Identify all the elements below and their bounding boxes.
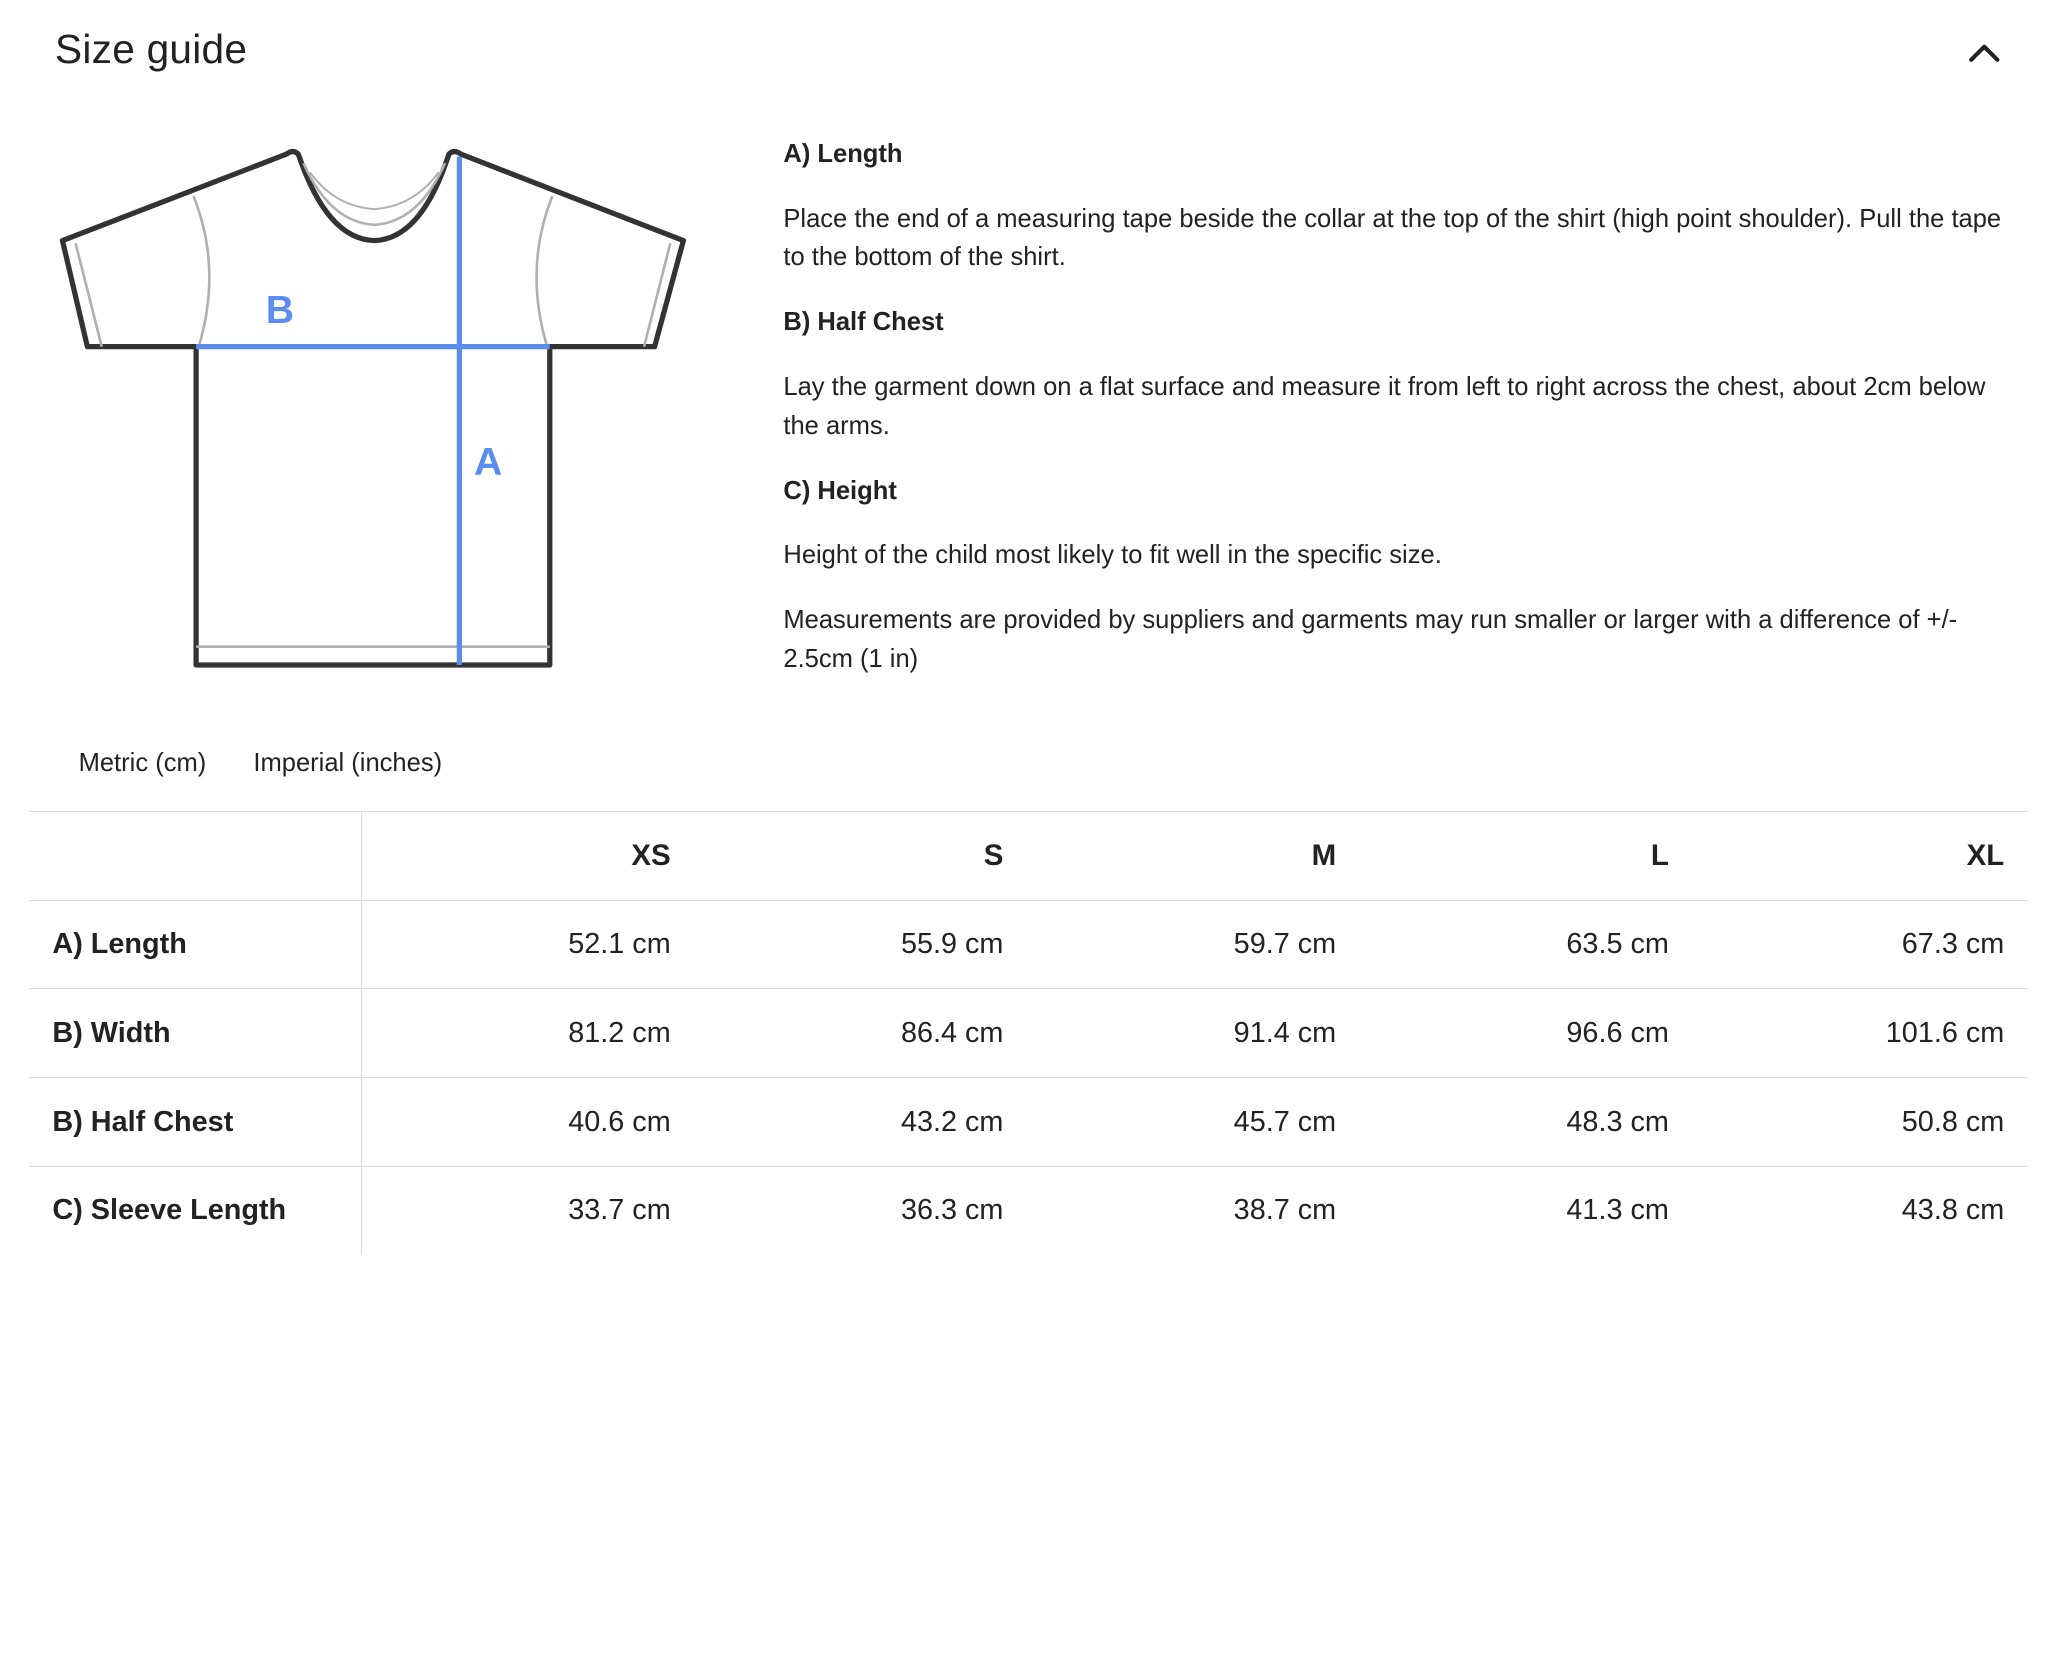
table-cell: 40.6 cm [362, 1078, 695, 1167]
table-cell: 41.3 cm [1566, 1194, 1669, 1227]
table-cell: 86.4 cm [694, 989, 1027, 1078]
table-cell: 52.1 cm [362, 900, 695, 989]
measurement-descriptions [783, 135, 2014, 705]
row-label-width: B) Width [29, 989, 362, 1078]
unit-tabs [55, 744, 466, 794]
tshirt-outline [63, 152, 684, 666]
row-label-sleeve-length: C) Sleeve Length [29, 1166, 362, 1254]
row-label-half-chest: B) Half Chest [29, 1078, 362, 1167]
row-label-length: A) Length [29, 900, 362, 989]
tshirt-measurement-diagram [52, 141, 694, 678]
length-heading: A) Length [783, 139, 903, 168]
column-header-m: M [1027, 811, 1360, 900]
table-cell: 36.3 cm [900, 1194, 1004, 1227]
table-cell: 63.5 cm [1360, 900, 1693, 989]
table-cell: 96.6 cm [1360, 989, 1693, 1078]
label-a: A [474, 440, 503, 485]
size-table [29, 811, 2028, 1255]
label-b: B [266, 288, 295, 333]
table-cell: 50.8 cm [1692, 1078, 2027, 1167]
table-cell: 33.7 cm [568, 1194, 671, 1227]
height-heading: C) Height [783, 476, 897, 505]
column-header-s: S [694, 811, 1027, 900]
section-title: Size guide [55, 26, 248, 73]
table-header-row [29, 811, 2028, 900]
table-cell: 43.2 cm [694, 1078, 1027, 1167]
half-chest-description: Lay the garment down on a flat surface and measure it from left to right across the chest, about 2cm below the arms. [783, 373, 1986, 440]
column-header-xs: XS [362, 811, 695, 900]
table-cell: 101.6 cm [1692, 989, 2027, 1078]
chevron-up-icon [1962, 31, 2007, 76]
table-cell: 45.7 cm [1027, 1078, 1360, 1167]
table-cell: 81.2 cm [362, 989, 695, 1078]
table-cell: 59.7 cm [1027, 900, 1360, 989]
size-guide-header[interactable] [55, 24, 2007, 82]
table-row [29, 900, 2028, 989]
collapse-button[interactable] [1962, 31, 2007, 76]
table-cell: 43.8 cm [1901, 1194, 2005, 1227]
measurement-note: Measurements are provided by suppliers and garments may run smaller or larger with a difference of +/- 2.5cm (1 in) [783, 606, 1958, 673]
tab-imperial[interactable]: Imperial (inches) [253, 749, 443, 778]
table-row [29, 989, 2028, 1078]
table-row [29, 1078, 2028, 1167]
table-corner-cell [29, 811, 362, 900]
table-cell: 55.9 cm [694, 900, 1027, 989]
height-description: Height of the child most likely to fit well in the specific size. [783, 541, 1442, 570]
column-header-l: L [1360, 811, 1693, 900]
table-row [29, 1166, 2028, 1254]
table-cell: 91.4 cm [1027, 989, 1360, 1078]
length-description: Place the end of a measuring tape beside the collar at the top of the shirt (high point shoulder). Pull the tape to the bottom of the shirt. [783, 204, 2002, 272]
column-header-xl: XL [1692, 811, 2027, 900]
table-cell: 38.7 cm [1233, 1194, 1337, 1227]
table-cell: 48.3 cm [1360, 1078, 1693, 1167]
tab-metric[interactable]: Metric (cm) [78, 749, 207, 778]
half-chest-heading: B) Half Chest [783, 308, 944, 337]
table-cell: 67.3 cm [1692, 900, 2027, 989]
